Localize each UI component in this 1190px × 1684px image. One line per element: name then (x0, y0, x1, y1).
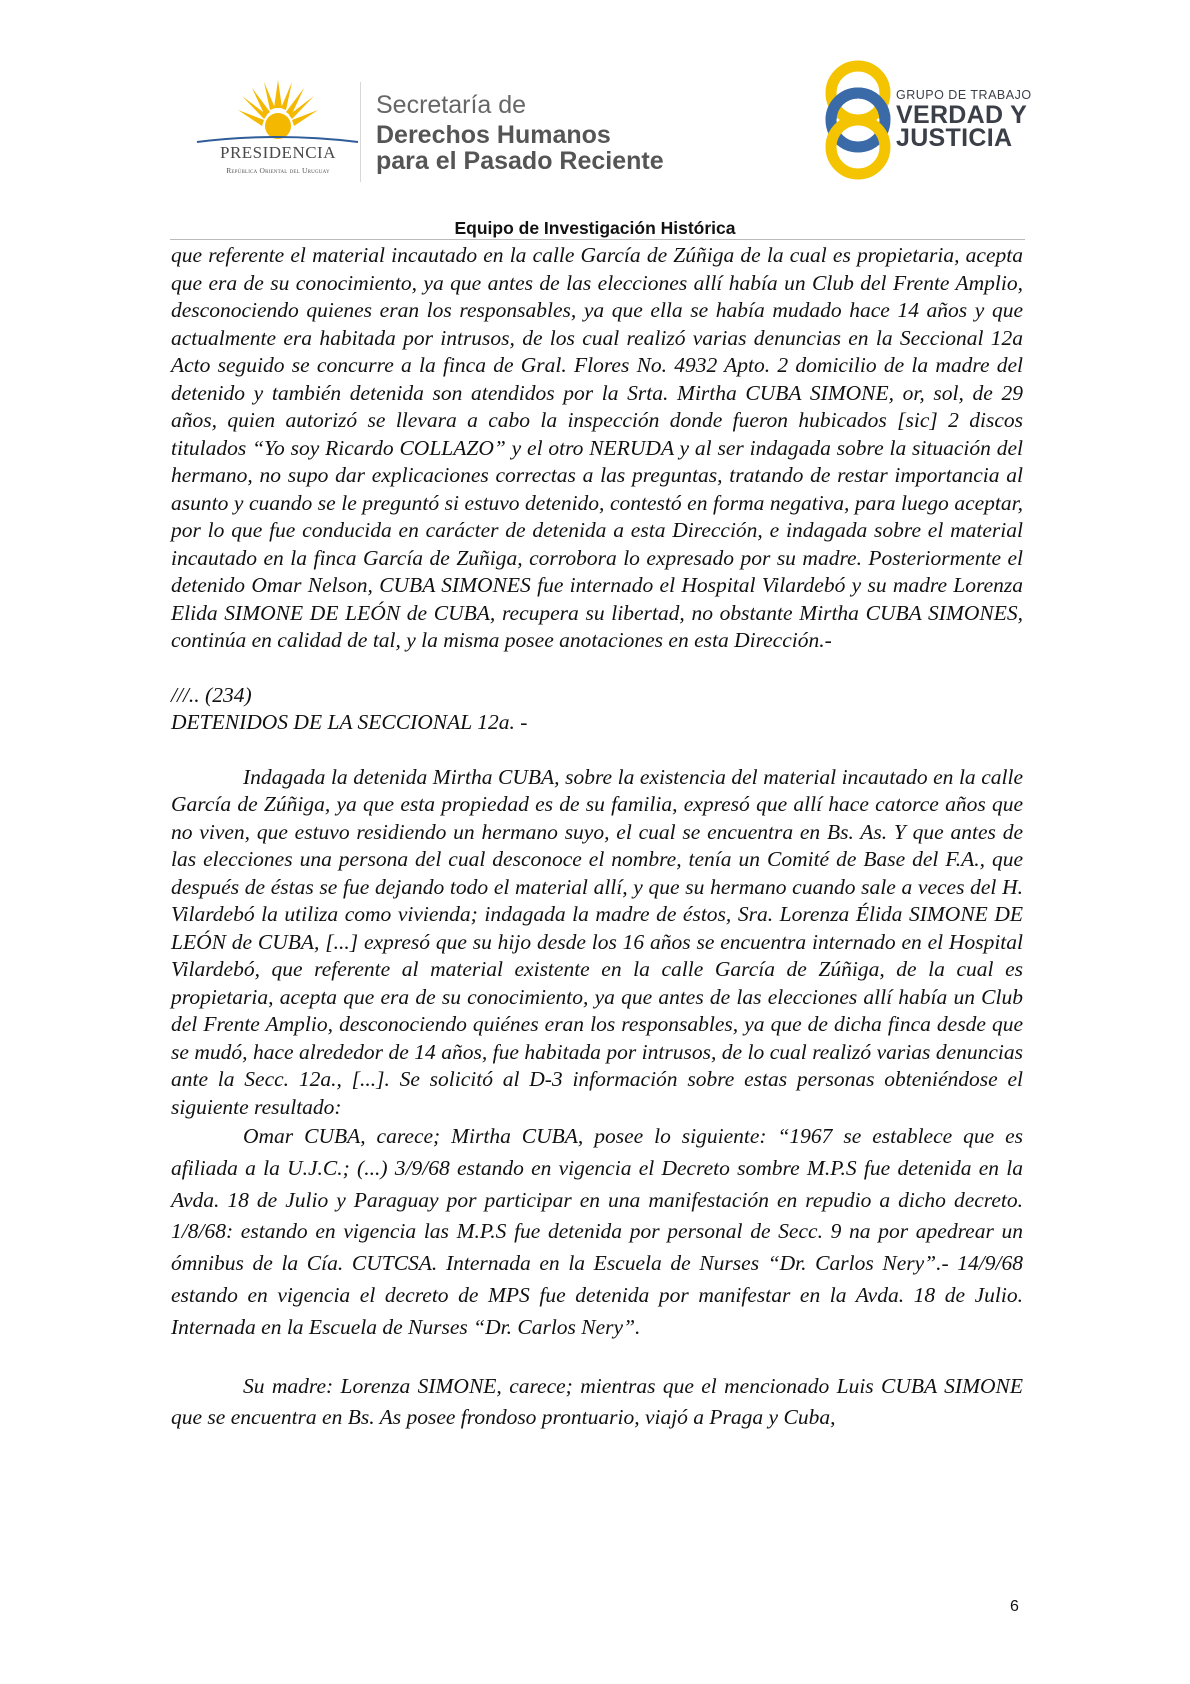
paragraph-1: que referente el material incautado en la calle García de Zúñiga de la cual es propietaria, acepta que era de su conocimiento, ya que antes de las elecciones allí había un Club del Frente Amplio, desconociendo quienes eran los responsables, ya que ella se había mudado hace 14 años y que actualmente era habitada por intrusos, de los cual realizó varias denuncias en la Seccional 12a Acto seguido se concurre a la finca de Gral. Flores No. 4932 Apto. 2 domicilio de la madre del detenido y también detenida son atendidos por la Srta. Mirtha CUBA SIMONE, or, sol, de 29 años, quien autorizó se llevara a cabo la inspección donde fueron hubicados [sic] 2 discos titulados “Yo soy Ricardo COLLAZO” y el otro NERUDA y al ser indagada sobre la situación del hermano, no supo dar explicaciones correctas a las preguntas, tratando de restar importancia al asunto y cuando se le preguntó si estuvo detenido, contestó en forma negativa, para luego aceptar, por lo que fue conducida en carácter de detenida a esta Dirección, e indagada sobre el material incautado en la finca García de Zuñiga, corrobora lo expresado por su madre. Posteriormente el detenido Omar Nelson, CUBA SIMONES fue internado el Hospital Vilardebó y su madre Lorenza Elida SIMONE DE LEÓN de CUBA, recupera su libertad, no obstante Mirtha CUBA SIMONES, continúa en calidad de tal, y la misma posee anotaciones en esta Dirección.- (171, 243, 1023, 652)
secretaria-line-3: para el Pasado Reciente (376, 147, 664, 175)
republica-logo-text: República Oriental del Uruguay (226, 166, 330, 175)
reference-line: ///.. (234) (171, 682, 252, 707)
presidencia-logo-text: PRESIDENCIA (219, 143, 336, 162)
paragraph-3: Omar CUBA, carece; Mirtha CUBA, posee lo siguiente: “1967 se establece que es afiliada a la U.J.C.; (...) 3/9/68 estando en vigencia el Decreto sombre M.P.S fue detenida en la Avda. 18 de Julio y Paraguay por participar en una manifestación en repudio a dicho decreto. 1/8/68: estando en vigencia las M.P.S fue detenida por personal de Secc. 9 na por apedrear un ómnibus de la Cía. CUTCSA. Internada en la Escuela de Nurses “Dr. Carlos Nery”.- 14/9/68 estando en vigencia el decreto de MPS fue detenida por manifestar en la Avda. 18 de Julio. Internada en la Escuela de Nurses “Dr. Carlos Nery”. (171, 1124, 1023, 1339)
document-body (171, 242, 1023, 1434)
team-title: Equipo de Investigación Histórica (454, 218, 736, 238)
page-header (0, 0, 1190, 240)
secretaria-line-1: Secretaría de (376, 91, 527, 119)
header-rule (170, 239, 1025, 240)
header-divider (360, 82, 361, 182)
paragraph-2: Indagada la detenida Mirtha CUBA, sobre la existencia del material incautado en la calle García de Zúñiga, ya que esta propiedad es de su familia, expresó que allí hace catorce años que no viven, que estuvo residiendo un hermano suyo, el cual se encuentra en Bs. As. Y que antes de las elecciones una persona del cual desconoce el nombre, tenía un Comité de Base del F.A., que después de éstas se fue dejando todo el material allí, y que su hermano cuando sale a veces del H. Vilardebó la utiliza como vivienda; indagada la madre de éstos, Sra. Lorenza Élida SIMONE DE LEÓN de CUBA, [...] expresó que su hijo desde los 16 años se encuentra internado en el Hospital Vilardebó, que referente al material existente en la calle García de Zúñiga, de la cual es propietaria, acepta que era de su conocimiento, ya que antes de las elecciones allí había un Club del Frente Amplio, desconociendo quiénes eran los responsables, ya que de dicha finca desde que se mudó, hace alrededor de 14 años, fue habitada por intrusos, de lo cual realizó varias denuncias ante la Secc. 12a., [...]. Se solicitó al D-3 información sobre estas personas obteniéndose el siguiente resultado: (171, 764, 1023, 1119)
grupo-line-1: GRUPO DE TRABAJO (896, 88, 1032, 102)
page-number: 6 (1010, 1598, 1019, 1615)
verdad-justicia-rings-icon (818, 55, 898, 185)
grupo-line-2: VERDAD Y (896, 101, 1028, 129)
grupo-line-3: JUSTICIA (896, 124, 1013, 152)
paragraph-4: Su madre: Lorenza SIMONE, carece; mientras que el mencionado Luis CUBA SIMONE que se encuentra en Bs. As posee frondoso prontuario, viajó a Praga y Cuba, (171, 1373, 1023, 1430)
secretaria-line-2: Derechos Humanos (376, 121, 611, 149)
section-heading: DETENIDOS DE LA SECCIONAL 12a. - (171, 710, 528, 734)
